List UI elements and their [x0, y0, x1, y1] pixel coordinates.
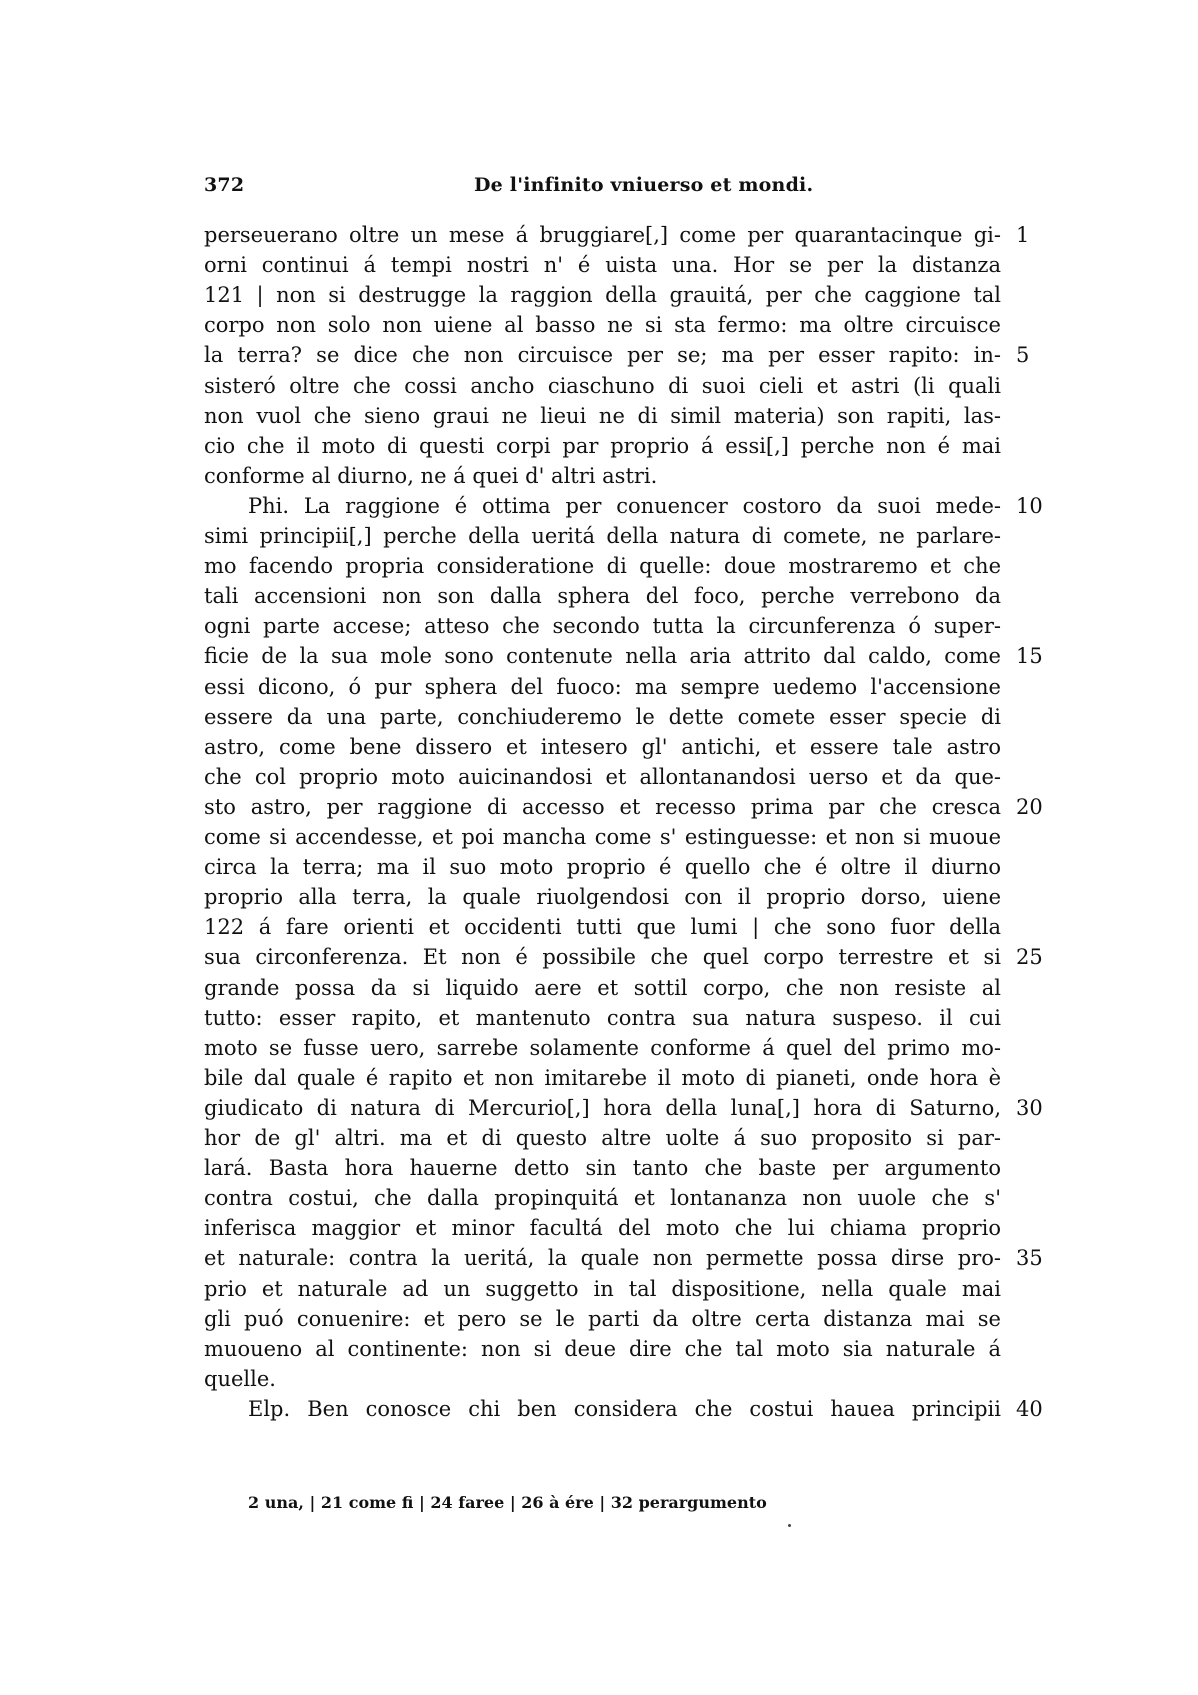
text-line: prio et naturale ad un suggetto in tal dispositione, nella quale mai — [204, 1276, 1001, 1301]
text-line: proprio alla terra, la quale riuolgendosi con il proprio dorso, uiene — [204, 885, 1001, 910]
text-line: sto astro, per raggione di accesso et recesso prima par che cresca — [204, 794, 1001, 819]
running-head-title: De l'infinito vniuerso et mondi. — [474, 174, 814, 196]
text-line: corpo non solo non uiene al basso ne si sta fermo: ma oltre circuisce — [204, 313, 1001, 338]
text-line: quelle. — [204, 1366, 276, 1391]
line-number — [1016, 762, 1056, 793]
page-number: 372 — [204, 174, 245, 196]
line-number — [1016, 1274, 1056, 1305]
line-number — [1016, 1334, 1056, 1365]
print-speck — [788, 1524, 791, 1527]
line-number — [1016, 1364, 1056, 1395]
line-number: 30 — [1016, 1095, 1043, 1120]
text-line: 122 á fare orienti et occidenti tutti que lumi | che sono fuor della — [204, 915, 1001, 940]
text-line: moto se fusse uero, sarrebe solamente conforme á quel del primo mo- — [204, 1035, 1001, 1060]
line-number — [1016, 461, 1056, 492]
text-line: et naturale: contra la ueritá, la quale non permette possa dirse pro- — [204, 1246, 1001, 1271]
text-line: essi dicono, ó pur sphera del fuoco: ma sempre uedemo l'accensione — [204, 674, 1001, 699]
line-number: 20 — [1016, 794, 1043, 819]
text-line: grande possa da si liquido aere et sottil corpo, che non resiste al — [204, 975, 1001, 1000]
text-line: sua circonferenza. Et non é possibile che quel corpo terrestre et si — [204, 945, 1001, 970]
line-number — [1016, 672, 1056, 703]
text-line: essere da una parte, conchiuderemo le dette comete esser specie di — [204, 704, 1001, 729]
line-number — [1016, 1153, 1056, 1184]
line-number — [1016, 310, 1056, 341]
text-line: Phi. La raggione é ottima per conuencer costoro da suoi mede- — [248, 493, 1001, 518]
text-line: bile dal quale é rapito et non imitarebe il moto di pianeti, onde hora è — [204, 1065, 1001, 1090]
text-line: astro, come bene dissero et intesero gl' antichi, et essere tale astro — [204, 734, 1001, 759]
line-number: 1 — [1016, 223, 1030, 247]
text-line: cio che il moto di questi corpi par proprio á essi[,] perche non é mai — [204, 433, 1001, 458]
critical-apparatus-footnote: 2 una, | 21 come fi | 24 faree | 26 à ére | 32 perargumento — [248, 1493, 767, 1512]
text-line: inferisca maggior et minor facultá del moto che lui chiama proprio — [204, 1216, 1001, 1241]
text-line: sisteró oltre che cossi ancho ciaschuno di suoi cieli et astri (li quali — [204, 373, 1001, 398]
line-number — [1016, 1304, 1056, 1335]
line-number — [1016, 912, 1056, 943]
line-number — [1016, 1183, 1056, 1214]
text-line: perseuerano oltre un mese á bruggiare[,] come per quarantacinque gi- — [204, 223, 1001, 247]
text-line: mo facendo propria consideratione di quelle: doue mostraremo et che — [204, 554, 1001, 579]
line-number — [1016, 280, 1056, 311]
text-line: gli puó conuenire: et pero se le parti da oltre certa distanza mai se — [204, 1306, 1001, 1331]
text-line: lará. Basta hora hauerne detto sin tanto che baste per argumento — [204, 1156, 1001, 1181]
line-number — [1016, 250, 1056, 281]
text-line: come si accendesse, et poi mancha come s' estinguesse: et non si muoue — [204, 825, 1001, 849]
text-line: ogni parte accese; atteso che secondo tutta la circunferenza ó super- — [204, 614, 1001, 639]
line-number — [1016, 431, 1056, 462]
line-number: 35 — [1016, 1246, 1043, 1271]
text-line: contra costui, che dalla propinquitá et lontananza non uuole che s' — [204, 1186, 1001, 1211]
text-line: ficie de la sua mole sono contenute nella aria attrito dal caldo, come — [204, 644, 1001, 669]
line-number: 5 — [1016, 343, 1030, 368]
text-line: circa la terra; ma il suo moto proprio é quello che é oltre il diurno — [204, 855, 1001, 880]
line-number — [1016, 371, 1056, 402]
line-number — [1016, 1213, 1056, 1244]
text-line: tutto: esser rapito, et mantenuto contra sua natura suspeso. il cui — [204, 1005, 1001, 1030]
text-line: Elp. Ben conosce chi ben considera che costui hauea principii — [248, 1396, 1001, 1421]
text-line: muoueno al continente: non si deue dire che tal moto sia naturale á — [204, 1336, 1001, 1361]
text-line: 121 | non si destrugge la raggion della grauitá, per che caggione tal — [204, 283, 1001, 308]
text-line: giudicato di natura di Mercurio[,] hora della luna[,] hora di Saturno, — [204, 1095, 1001, 1120]
text-line: hor de gl' altri. ma et di questo altre uolte á suo proposito si par- — [204, 1126, 1001, 1150]
text-line: che col proprio moto auicinandosi et allontanandosi uerso et da que- — [204, 764, 1001, 789]
line-number: 10 — [1016, 493, 1043, 518]
line-number — [1016, 973, 1056, 1004]
text-line: orni continui á tempi nostri n' é uista una. Hor se per la distanza — [204, 253, 1001, 278]
line-number: 25 — [1016, 945, 1043, 970]
text-line: conforme al diurno, ne á quei d' altri astri. — [204, 463, 658, 488]
line-number — [1016, 611, 1056, 642]
line-number — [1016, 702, 1056, 733]
line-number — [1016, 732, 1056, 763]
line-number — [1016, 822, 1056, 853]
line-number: 15 — [1016, 644, 1043, 669]
text-line: non vuol che sieno graui ne lieui ne di simil materia) son rapiti, las- — [204, 403, 1001, 428]
line-number — [1016, 1123, 1056, 1154]
line-number — [1016, 551, 1056, 582]
line-number — [1016, 882, 1056, 913]
line-number — [1016, 401, 1056, 432]
line-number — [1016, 852, 1056, 883]
line-number: 40 — [1016, 1396, 1043, 1421]
line-number — [1016, 581, 1056, 612]
text-line: tali accensioni non son dalla sphera del foco, perche verrebono da — [204, 584, 1001, 609]
line-number — [1016, 1033, 1056, 1064]
line-number — [1016, 521, 1056, 552]
line-number — [1016, 1063, 1056, 1094]
text-line: la terra? se dice che non circuisce per se; ma per esser rapito: in- — [204, 343, 1001, 368]
text-line: simi principii[,] perche della ueritá della natura di comete, ne parlare- — [204, 524, 1001, 548]
running-head — [204, 174, 994, 204]
line-number — [1016, 1003, 1056, 1034]
